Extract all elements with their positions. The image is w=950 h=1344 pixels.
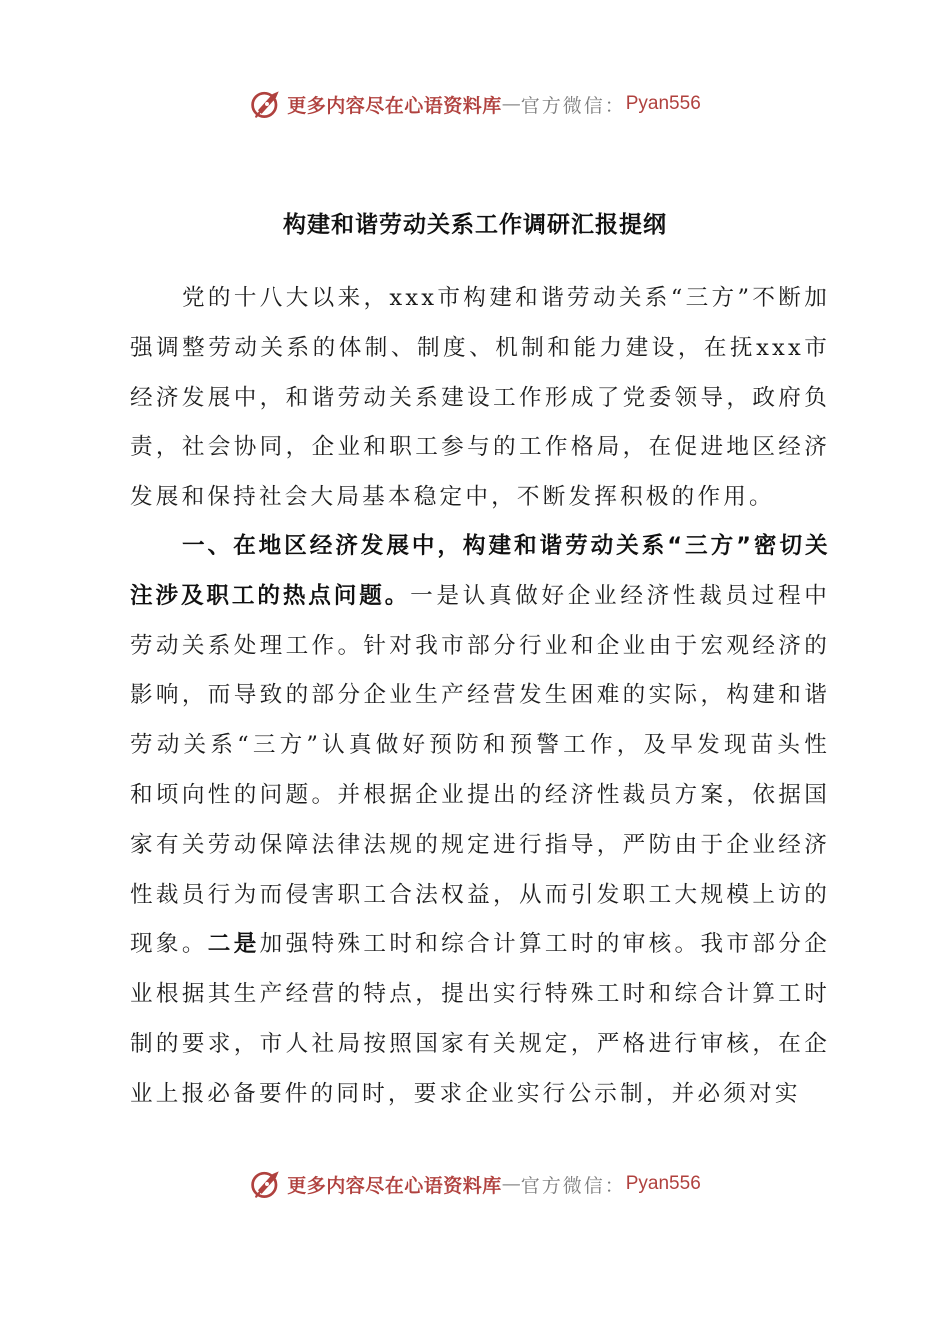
section-1-text-a: 一是认真做好企业经济性裁员过程中劳动关系处理工作。针对我市部分行业和企业由于宏观经济的影响，而导致的部分企业生产经营发生困难的实际，构建和谐劳动关系“三方”认真做好预防和预警工作，及早发现苗头性和顷向性的问题。并根据企业提出的经济性裁员方案，依据国家有关劳动保障法律法规的规定进行指导，严防由于企业经济性裁员行为而侵害职工合法权益，从而引发职工大规模上访的现象。 <box>130 582 831 958</box>
section-1-point-2-label: 二是 <box>207 931 260 958</box>
watermark-dash: — <box>501 93 521 115</box>
watermark-main-text: 更多内容尽在心语资料库 <box>287 94 502 117</box>
watermark-dash: — <box>501 1173 521 1195</box>
header-watermark <box>0 86 950 122</box>
watermark-wechat-id: Pyan556 <box>625 1173 701 1194</box>
document-title: 构建和谐劳动关系工作调研汇报提纲 <box>283 212 667 238</box>
watermark-official-label: 官方微信： <box>520 94 626 117</box>
section-1 <box>130 522 830 1120</box>
pen-nib-logo-icon <box>249 1166 285 1202</box>
intro-paragraph <box>130 274 830 523</box>
pen-nib-logo-icon <box>249 86 285 122</box>
watermark-wechat-id: Pyan556 <box>625 93 701 114</box>
section-1-heading: 一、在地区经济发展中，构建和谐劳动关系“三方”密切关注涉及职工的热点问题。 <box>130 533 830 609</box>
watermark-main-text: 更多内容尽在心语资料库 <box>287 1174 502 1197</box>
watermark-official-label: 官方微信： <box>520 1174 626 1197</box>
footer-watermark <box>0 1166 950 1202</box>
section-1-text-b: 加强特殊工时和综合计算工时的审核。我市部分企业根据其生产经营的特点，提出实行特殊工时和综合计算工时制的要求，市人社局按照国家有关规定，严格进行审核，在企业上报必备要件的同时，要求企业实行公示制，并必须对实 <box>130 931 830 1107</box>
section-1-paragraph <box>130 522 830 1120</box>
intro-paragraph-text: 党的十八大以来，xxx市构建和谐劳动关系“三方”不断加强调整劳动关系的体制、制度、机制和能力建设，在抚xxx市经济发展中，和谐劳动关系建设工作形成了党委领导，政府负责，社会协同，企业和职工参与的工作格局，在促进地区经济发展和保持社会大局基本稳定中，不断发挥积极的作用。 <box>130 285 830 511</box>
